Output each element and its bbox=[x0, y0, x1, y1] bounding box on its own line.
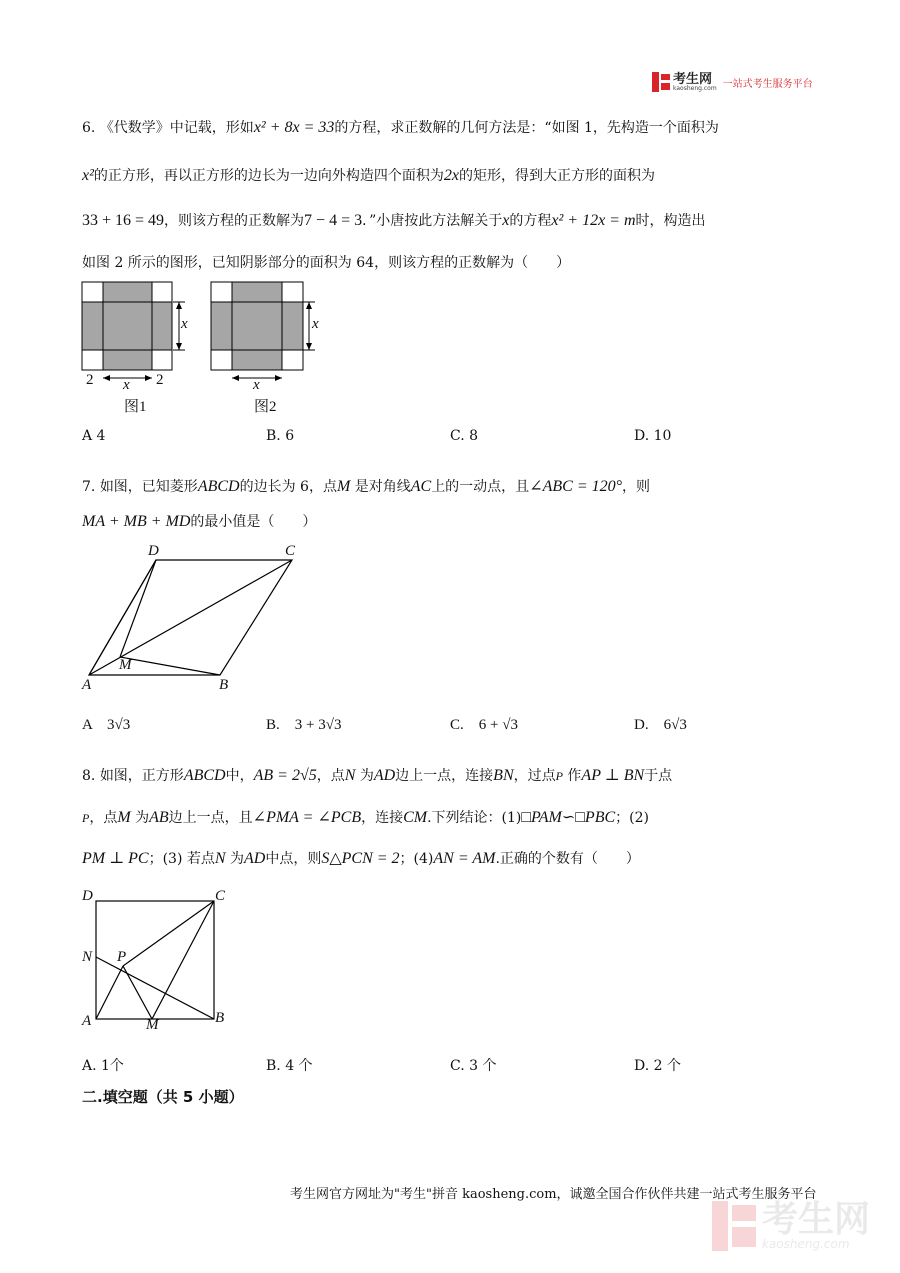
watermark-icon bbox=[712, 1201, 756, 1251]
watermark-logo bbox=[712, 1201, 870, 1251]
question-number: 8. bbox=[82, 768, 96, 784]
q8-line3: PM ⊥ PC；(3) 若点N 为AD中点，则S△PCN = 2；(4)AN = AM.正确的个数有（ ） bbox=[82, 850, 640, 867]
q7-line1: 7. 如图，已知菱形ABCD的边长为 6，点M 是对角线AC上的一动点，且∠ABC = 120°，则 bbox=[82, 478, 651, 495]
q6-option-a[interactable]: A 4 bbox=[82, 428, 106, 444]
q7-option-a[interactable]: A 3√3 bbox=[82, 717, 131, 733]
q7-label-c: C bbox=[285, 543, 296, 559]
q8-option-a[interactable]: A. 1个 bbox=[82, 1058, 124, 1074]
q8-label-d: D bbox=[82, 888, 93, 904]
fig2-x-label: x bbox=[312, 316, 319, 332]
q6-option-c[interactable]: C. 8 bbox=[450, 428, 479, 444]
q8-square-figure bbox=[90, 895, 230, 1030]
fig1-right-2: 2 bbox=[156, 372, 164, 388]
q7-option-b[interactable]: B. 3 + 3√3 bbox=[266, 717, 342, 733]
question-number: 6. bbox=[82, 120, 96, 136]
logo-domain: kaosheng.com bbox=[673, 84, 717, 92]
section-title-fill-blank: 二.填空题（共 5 小题） bbox=[82, 1088, 244, 1106]
footer-text: 考生网官方网址为"考生"拼音 kaosheng.com，诚邀全国合作伙伴共建一站式考生服务平台 bbox=[290, 1187, 817, 1202]
q8-option-c[interactable]: C. 3 个 bbox=[450, 1058, 497, 1074]
watermark-domain: kaosheng.com bbox=[761, 1237, 850, 1251]
q7-label-m: M bbox=[119, 657, 132, 673]
q8-label-c: C bbox=[215, 888, 226, 904]
q7-line2: MA + MB + MD的最小值是（ ） bbox=[82, 513, 317, 530]
q8-label-n: N bbox=[82, 949, 93, 965]
q7-option-d[interactable]: D. 6√3 bbox=[634, 717, 687, 733]
q6-line1: 6. 《代数学》中记载，形如x² + 8x = 33的方程，求正数解的几何方法是：“如图 1，先构造一个面积为 bbox=[82, 119, 719, 136]
q8-label-m: M bbox=[146, 1017, 159, 1033]
q6-line3: 33 + 16 = 49，则该方程的正数解为7 − 4 = 3．”小唐按此方法解关于x的方程x² + 12x = m时，构造出 bbox=[82, 212, 706, 229]
logo-icon bbox=[652, 72, 670, 92]
q8-label-a: A bbox=[82, 1013, 92, 1029]
q6-option-d[interactable]: D. 10 bbox=[634, 428, 672, 444]
q6-figure2 bbox=[211, 282, 315, 381]
fig1-x-label: x bbox=[181, 316, 188, 332]
logo-brand: 考生网 bbox=[673, 71, 713, 87]
q7-option-c[interactable]: C. 6 + √3 bbox=[450, 717, 518, 733]
q8-label-b: B bbox=[215, 1010, 225, 1026]
watermark-brand: 考生网 bbox=[761, 1199, 870, 1240]
q6-option-b[interactable]: B. 6 bbox=[266, 428, 295, 444]
fig2-caption: 图2 bbox=[254, 399, 277, 415]
q7-rhombus-figure bbox=[80, 540, 320, 700]
q8-option-d[interactable]: D. 2 个 bbox=[634, 1058, 681, 1074]
fig2-bottom-x: x bbox=[253, 377, 260, 393]
q7-label-b: B bbox=[219, 677, 229, 693]
q7-label-d: D bbox=[148, 543, 159, 559]
header-logo bbox=[652, 72, 813, 92]
logo-slogan: 一站式考生服务平台 bbox=[722, 78, 813, 90]
fig1-caption: 图1 bbox=[124, 399, 147, 415]
q6-figure1 bbox=[82, 282, 185, 381]
q7-label-a: A bbox=[82, 677, 92, 693]
q8-option-b[interactable]: B. 4 个 bbox=[266, 1058, 313, 1074]
q8-line2: P，点M 为AB边上一点，且∠PMA = ∠PCB，连接CM.下列结论：(1)□PAM∽□PBC；(2) bbox=[82, 809, 649, 826]
q6-line2: x²的正方形，再以正方形的边长为一边向外构造四个面积为2x的矩形，得到大正方形的面积为 bbox=[82, 167, 656, 184]
q8-label-p: P bbox=[117, 949, 127, 965]
q6-line4: 如图 2 所示的图形，已知阴影部分的面积为 64，则该方程的正数解为（ ） bbox=[82, 255, 571, 271]
q6-figures bbox=[78, 278, 318, 418]
fig1-left-2: 2 bbox=[86, 372, 94, 388]
q8-line1: 8. 如图，正方形ABCD中，AB = 2√5，点N 为AD边上一点，连接BN，过点P 作AP ⊥ BN于点 bbox=[82, 767, 673, 784]
question-number: 7. bbox=[82, 479, 96, 495]
fig1-bottom-x: x bbox=[123, 377, 130, 393]
